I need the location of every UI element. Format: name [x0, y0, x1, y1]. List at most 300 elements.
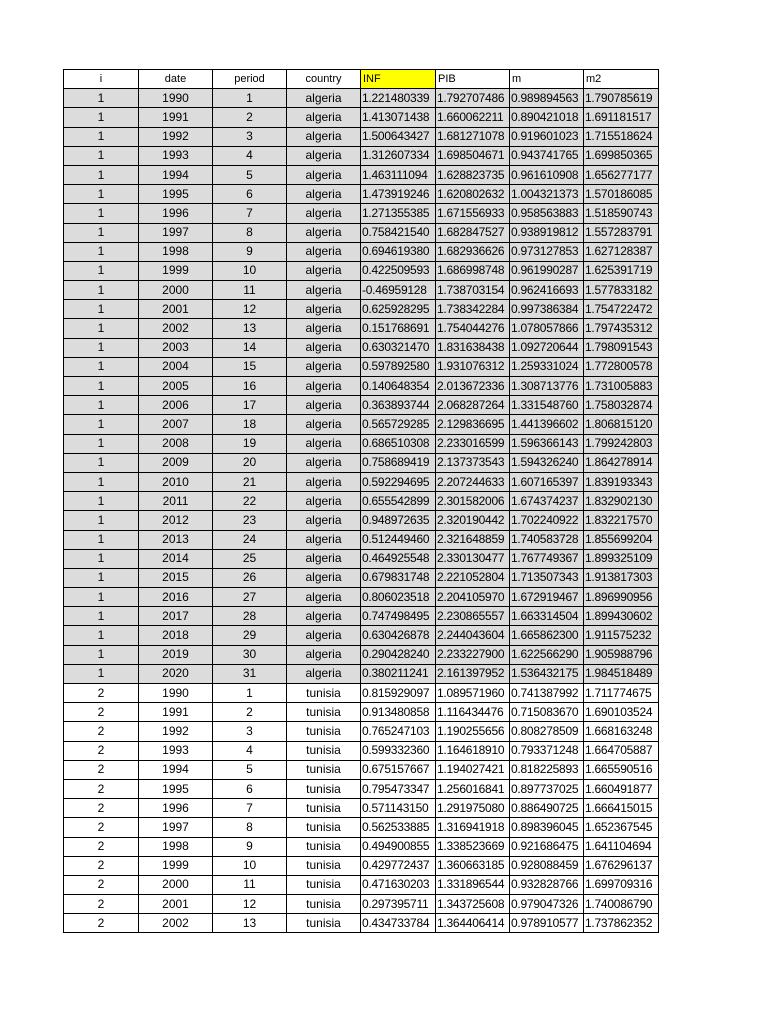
- cell-country[interactable]: algeria: [287, 242, 361, 261]
- cell-m2[interactable]: 1.570186085: [584, 185, 659, 204]
- table-row[interactable]: [64, 530, 659, 549]
- cell-period[interactable]: 23: [213, 511, 287, 530]
- table-row[interactable]: [64, 396, 659, 415]
- cell-inf[interactable]: 0.571143150: [361, 799, 436, 818]
- cell-pib[interactable]: 2.330130477: [436, 549, 510, 568]
- cell-pib[interactable]: 1.316941918: [436, 818, 510, 837]
- cell-date[interactable]: 1992: [139, 127, 213, 146]
- cell-inf[interactable]: 1.473919246: [361, 185, 436, 204]
- table-row[interactable]: [64, 549, 659, 568]
- cell-i[interactable]: 1: [64, 492, 139, 511]
- cell-i[interactable]: 1: [64, 357, 139, 376]
- cell-date[interactable]: 1997: [139, 818, 213, 837]
- cell-inf[interactable]: 0.464925548: [361, 549, 436, 568]
- cell-m[interactable]: 0.997386384: [510, 300, 584, 319]
- cell-period[interactable]: 19: [213, 434, 287, 453]
- cell-m2[interactable]: 1.806815120: [584, 415, 659, 434]
- cell-i[interactable]: 1: [64, 664, 139, 683]
- cell-m[interactable]: 1.665862300: [510, 626, 584, 645]
- table-row[interactable]: [64, 856, 659, 875]
- table-row[interactable]: [64, 300, 659, 319]
- cell-pib[interactable]: 1.792707486: [436, 89, 510, 108]
- cell-pib[interactable]: 1.331896544: [436, 875, 510, 894]
- cell-i[interactable]: 2: [64, 760, 139, 779]
- cell-m[interactable]: 1.259331024: [510, 357, 584, 376]
- table-row[interactable]: [64, 607, 659, 626]
- table-row[interactable]: [64, 703, 659, 722]
- cell-period[interactable]: 8: [213, 223, 287, 242]
- cell-date[interactable]: 1994: [139, 760, 213, 779]
- cell-country[interactable]: algeria: [287, 472, 361, 491]
- cell-i[interactable]: 2: [64, 837, 139, 856]
- cell-i[interactable]: 1: [64, 165, 139, 184]
- table-row[interactable]: [64, 779, 659, 798]
- cell-m[interactable]: 0.962416693: [510, 281, 584, 300]
- cell-i[interactable]: 1: [64, 568, 139, 587]
- cell-date[interactable]: 1998: [139, 837, 213, 856]
- cell-date[interactable]: 1990: [139, 684, 213, 703]
- cell-country[interactable]: tunisia: [287, 684, 361, 703]
- cell-i[interactable]: 1: [64, 185, 139, 204]
- cell-i[interactable]: 2: [64, 895, 139, 914]
- cell-pib[interactable]: 2.137373543: [436, 453, 510, 472]
- cell-country[interactable]: algeria: [287, 127, 361, 146]
- cell-date[interactable]: 2007: [139, 415, 213, 434]
- cell-date[interactable]: 1994: [139, 165, 213, 184]
- cell-date[interactable]: 1991: [139, 108, 213, 127]
- cell-m[interactable]: 0.961990287: [510, 261, 584, 280]
- cell-inf[interactable]: 0.630321470: [361, 338, 436, 357]
- cell-country[interactable]: algeria: [287, 588, 361, 607]
- cell-i[interactable]: 1: [64, 530, 139, 549]
- cell-country[interactable]: algeria: [287, 185, 361, 204]
- cell-inf[interactable]: 0.679831748: [361, 568, 436, 587]
- cell-m[interactable]: 0.886490725: [510, 799, 584, 818]
- table-row[interactable]: [64, 875, 659, 894]
- cell-pib[interactable]: 2.221052804: [436, 568, 510, 587]
- cell-date[interactable]: 1996: [139, 204, 213, 223]
- cell-m[interactable]: 0.890421018: [510, 108, 584, 127]
- cell-period[interactable]: 2: [213, 703, 287, 722]
- cell-pib[interactable]: 1.738342284: [436, 300, 510, 319]
- table-row[interactable]: [64, 492, 659, 511]
- table-row[interactable]: [64, 261, 659, 280]
- cell-country[interactable]: tunisia: [287, 914, 361, 933]
- cell-country[interactable]: algeria: [287, 453, 361, 472]
- cell-date[interactable]: 2019: [139, 645, 213, 664]
- cell-inf[interactable]: 0.625928295: [361, 300, 436, 319]
- cell-date[interactable]: 2015: [139, 568, 213, 587]
- cell-m[interactable]: 0.932828766: [510, 875, 584, 894]
- cell-m[interactable]: 0.928088459: [510, 856, 584, 875]
- cell-i[interactable]: 1: [64, 396, 139, 415]
- cell-m2[interactable]: 1.666415015: [584, 799, 659, 818]
- cell-inf[interactable]: 0.297395711: [361, 895, 436, 914]
- cell-i[interactable]: 1: [64, 261, 139, 280]
- cell-inf[interactable]: 0.140648354: [361, 377, 436, 396]
- cell-m2[interactable]: 1.656277177: [584, 165, 659, 184]
- cell-i[interactable]: 2: [64, 914, 139, 933]
- cell-country[interactable]: algeria: [287, 319, 361, 338]
- table-row[interactable]: [64, 722, 659, 741]
- cell-date[interactable]: 1998: [139, 242, 213, 261]
- cell-m2[interactable]: 1.899325109: [584, 549, 659, 568]
- cell-period[interactable]: 6: [213, 779, 287, 798]
- cell-m[interactable]: 0.898396045: [510, 818, 584, 837]
- table-row[interactable]: [64, 914, 659, 933]
- cell-i[interactable]: 1: [64, 415, 139, 434]
- cell-date[interactable]: 2002: [139, 319, 213, 338]
- cell-country[interactable]: algeria: [287, 338, 361, 357]
- cell-i[interactable]: 2: [64, 799, 139, 818]
- cell-country[interactable]: algeria: [287, 89, 361, 108]
- cell-m[interactable]: 1.622566290: [510, 645, 584, 664]
- cell-inf[interactable]: 1.413071438: [361, 108, 436, 127]
- cell-inf[interactable]: 0.471630203: [361, 875, 436, 894]
- cell-pib[interactable]: 2.244043604: [436, 626, 510, 645]
- cell-i[interactable]: 2: [64, 741, 139, 760]
- cell-period[interactable]: 24: [213, 530, 287, 549]
- cell-period[interactable]: 31: [213, 664, 287, 683]
- cell-pib[interactable]: 2.013672336: [436, 377, 510, 396]
- cell-country[interactable]: algeria: [287, 530, 361, 549]
- cell-inf[interactable]: 0.494900855: [361, 837, 436, 856]
- cell-period[interactable]: 12: [213, 300, 287, 319]
- cell-i[interactable]: 2: [64, 875, 139, 894]
- cell-i[interactable]: 2: [64, 703, 139, 722]
- cell-date[interactable]: 2001: [139, 895, 213, 914]
- cell-period[interactable]: 18: [213, 415, 287, 434]
- cell-m[interactable]: 0.973127853: [510, 242, 584, 261]
- cell-inf[interactable]: 0.806023518: [361, 588, 436, 607]
- cell-pib[interactable]: 2.161397952: [436, 664, 510, 683]
- cell-m[interactable]: 0.741387992: [510, 684, 584, 703]
- table-row[interactable]: [64, 357, 659, 376]
- cell-country[interactable]: algeria: [287, 645, 361, 664]
- table-row[interactable]: [64, 837, 659, 856]
- cell-m2[interactable]: 1.864278914: [584, 453, 659, 472]
- cell-inf[interactable]: 0.429772437: [361, 856, 436, 875]
- cell-period[interactable]: 7: [213, 204, 287, 223]
- cell-inf[interactable]: 1.271355385: [361, 204, 436, 223]
- cell-period[interactable]: 11: [213, 281, 287, 300]
- table-row[interactable]: [64, 511, 659, 530]
- cell-inf[interactable]: 0.290428240: [361, 645, 436, 664]
- cell-i[interactable]: 1: [64, 204, 139, 223]
- table-row[interactable]: [64, 568, 659, 587]
- cell-i[interactable]: 1: [64, 626, 139, 645]
- cell-i[interactable]: 1: [64, 281, 139, 300]
- cell-m2[interactable]: 1.699709316: [584, 875, 659, 894]
- table-row[interactable]: [64, 895, 659, 914]
- cell-date[interactable]: 2004: [139, 357, 213, 376]
- cell-period[interactable]: 10: [213, 856, 287, 875]
- table-row[interactable]: [64, 741, 659, 760]
- cell-inf[interactable]: 1.500643427: [361, 127, 436, 146]
- cell-i[interactable]: 1: [64, 549, 139, 568]
- cell-i[interactable]: 2: [64, 856, 139, 875]
- cell-date[interactable]: 1996: [139, 799, 213, 818]
- cell-m[interactable]: 0.961610908: [510, 165, 584, 184]
- table-row[interactable]: [64, 165, 659, 184]
- cell-m[interactable]: 1.702240922: [510, 511, 584, 530]
- cell-country[interactable]: algeria: [287, 261, 361, 280]
- cell-i[interactable]: 1: [64, 607, 139, 626]
- cell-m2[interactable]: 1.676296137: [584, 856, 659, 875]
- cell-date[interactable]: 2009: [139, 453, 213, 472]
- cell-pib[interactable]: 1.682936626: [436, 242, 510, 261]
- cell-m2[interactable]: 1.660491877: [584, 779, 659, 798]
- cell-m2[interactable]: 1.731005883: [584, 377, 659, 396]
- cell-pib[interactable]: 2.320190442: [436, 511, 510, 530]
- cell-pib[interactable]: 1.754044276: [436, 319, 510, 338]
- cell-date[interactable]: 2006: [139, 396, 213, 415]
- cell-m2[interactable]: 1.664705887: [584, 741, 659, 760]
- cell-i[interactable]: 1: [64, 645, 139, 664]
- cell-pib[interactable]: 1.343725608: [436, 895, 510, 914]
- table-row[interactable]: [64, 645, 659, 664]
- cell-i[interactable]: 1: [64, 511, 139, 530]
- cell-m2[interactable]: 1.641104694: [584, 837, 659, 856]
- cell-period[interactable]: 4: [213, 146, 287, 165]
- cell-inf[interactable]: 0.151768691: [361, 319, 436, 338]
- cell-date[interactable]: 2016: [139, 588, 213, 607]
- cell-inf[interactable]: 0.363893744: [361, 396, 436, 415]
- cell-pib[interactable]: 2.233227900: [436, 645, 510, 664]
- table-row[interactable]: [64, 377, 659, 396]
- cell-m[interactable]: 0.897737025: [510, 779, 584, 798]
- cell-period[interactable]: 9: [213, 242, 287, 261]
- table-row[interactable]: [64, 818, 659, 837]
- cell-m[interactable]: 0.979047326: [510, 895, 584, 914]
- cell-period[interactable]: 27: [213, 588, 287, 607]
- cell-m[interactable]: 1.331548760: [510, 396, 584, 415]
- cell-m2[interactable]: 1.797435312: [584, 319, 659, 338]
- cell-period[interactable]: 12: [213, 895, 287, 914]
- table-row[interactable]: [64, 799, 659, 818]
- cell-inf[interactable]: 1.312607334: [361, 146, 436, 165]
- cell-m2[interactable]: 1.625391719: [584, 261, 659, 280]
- cell-pib[interactable]: 2.207244633: [436, 472, 510, 491]
- cell-m2[interactable]: 1.984518489: [584, 664, 659, 683]
- cell-period[interactable]: 13: [213, 319, 287, 338]
- cell-i[interactable]: 1: [64, 319, 139, 338]
- cell-pib[interactable]: 2.301582006: [436, 492, 510, 511]
- cell-m2[interactable]: 1.668163248: [584, 722, 659, 741]
- cell-inf[interactable]: 0.765247103: [361, 722, 436, 741]
- cell-pib[interactable]: 1.338523669: [436, 837, 510, 856]
- cell-m[interactable]: 0.921686475: [510, 837, 584, 856]
- cell-m2[interactable]: 1.799242803: [584, 434, 659, 453]
- cell-inf[interactable]: 0.747498495: [361, 607, 436, 626]
- cell-inf[interactable]: 0.948972635: [361, 511, 436, 530]
- cell-date[interactable]: 1991: [139, 703, 213, 722]
- cell-country[interactable]: algeria: [287, 281, 361, 300]
- cell-i[interactable]: 1: [64, 223, 139, 242]
- column-header-pib[interactable]: PIB: [436, 70, 510, 89]
- table-row[interactable]: [64, 223, 659, 242]
- cell-pib[interactable]: 1.682847527: [436, 223, 510, 242]
- column-header-i[interactable]: i: [64, 70, 139, 89]
- cell-pib[interactable]: 1.698504671: [436, 146, 510, 165]
- cell-m[interactable]: 0.818225893: [510, 760, 584, 779]
- cell-m2[interactable]: 1.557283791: [584, 223, 659, 242]
- cell-country[interactable]: algeria: [287, 664, 361, 683]
- cell-pib[interactable]: 1.660062211: [436, 108, 510, 127]
- cell-country[interactable]: tunisia: [287, 875, 361, 894]
- cell-country[interactable]: algeria: [287, 415, 361, 434]
- cell-country[interactable]: tunisia: [287, 895, 361, 914]
- cell-date[interactable]: 2003: [139, 338, 213, 357]
- cell-date[interactable]: 2010: [139, 472, 213, 491]
- cell-m2[interactable]: 1.518590743: [584, 204, 659, 223]
- cell-inf[interactable]: 1.463111094: [361, 165, 436, 184]
- cell-country[interactable]: tunisia: [287, 799, 361, 818]
- cell-country[interactable]: tunisia: [287, 703, 361, 722]
- column-header-m[interactable]: m: [510, 70, 584, 89]
- cell-pib[interactable]: 1.686998748: [436, 261, 510, 280]
- cell-m2[interactable]: 1.855699204: [584, 530, 659, 549]
- cell-m2[interactable]: 1.652367545: [584, 818, 659, 837]
- cell-pib[interactable]: 1.164618910: [436, 741, 510, 760]
- cell-country[interactable]: algeria: [287, 396, 361, 415]
- cell-m[interactable]: 1.441396602: [510, 415, 584, 434]
- cell-m2[interactable]: 1.839193343: [584, 472, 659, 491]
- cell-country[interactable]: algeria: [287, 607, 361, 626]
- cell-inf[interactable]: 0.758421540: [361, 223, 436, 242]
- cell-pib[interactable]: 1.364406414: [436, 914, 510, 933]
- cell-inf[interactable]: 0.913480858: [361, 703, 436, 722]
- cell-date[interactable]: 1993: [139, 146, 213, 165]
- cell-country[interactable]: tunisia: [287, 741, 361, 760]
- cell-country[interactable]: tunisia: [287, 760, 361, 779]
- cell-date[interactable]: 2005: [139, 377, 213, 396]
- table-row[interactable]: [64, 204, 659, 223]
- cell-inf[interactable]: 0.565729285: [361, 415, 436, 434]
- cell-m[interactable]: 1.674374237: [510, 492, 584, 511]
- cell-m2[interactable]: 1.832217570: [584, 511, 659, 530]
- cell-period[interactable]: 5: [213, 760, 287, 779]
- table-row[interactable]: [64, 281, 659, 300]
- cell-m2[interactable]: 1.754722472: [584, 300, 659, 319]
- cell-period[interactable]: 8: [213, 818, 287, 837]
- cell-m[interactable]: 0.715083670: [510, 703, 584, 722]
- cell-pib[interactable]: 2.204105970: [436, 588, 510, 607]
- cell-m2[interactable]: 1.699850365: [584, 146, 659, 165]
- cell-period[interactable]: 21: [213, 472, 287, 491]
- table-row[interactable]: [64, 185, 659, 204]
- cell-i[interactable]: 1: [64, 242, 139, 261]
- cell-m2[interactable]: 1.665590516: [584, 760, 659, 779]
- cell-m[interactable]: 1.308713776: [510, 377, 584, 396]
- cell-m[interactable]: 0.793371248: [510, 741, 584, 760]
- cell-m[interactable]: 1.607165397: [510, 472, 584, 491]
- cell-period[interactable]: 4: [213, 741, 287, 760]
- table-row[interactable]: [64, 453, 659, 472]
- cell-m[interactable]: 1.663314504: [510, 607, 584, 626]
- cell-date[interactable]: 2000: [139, 875, 213, 894]
- cell-date[interactable]: 2020: [139, 664, 213, 683]
- column-header-date[interactable]: date: [139, 70, 213, 89]
- cell-country[interactable]: algeria: [287, 434, 361, 453]
- cell-period[interactable]: 29: [213, 626, 287, 645]
- cell-period[interactable]: 10: [213, 261, 287, 280]
- cell-inf[interactable]: 1.221480339: [361, 89, 436, 108]
- cell-country[interactable]: tunisia: [287, 779, 361, 798]
- cell-period[interactable]: 3: [213, 127, 287, 146]
- cell-m2[interactable]: 1.740086790: [584, 895, 659, 914]
- table-row[interactable]: [64, 242, 659, 261]
- cell-i[interactable]: 2: [64, 722, 139, 741]
- cell-country[interactable]: algeria: [287, 568, 361, 587]
- cell-i[interactable]: 1: [64, 89, 139, 108]
- cell-pib[interactable]: 2.068287264: [436, 396, 510, 415]
- cell-m2[interactable]: 1.913817303: [584, 568, 659, 587]
- cell-country[interactable]: tunisia: [287, 856, 361, 875]
- cell-i[interactable]: 1: [64, 146, 139, 165]
- cell-m[interactable]: 1.672919467: [510, 588, 584, 607]
- cell-inf[interactable]: 0.694619380: [361, 242, 436, 261]
- cell-i[interactable]: 1: [64, 338, 139, 357]
- cell-period[interactable]: 30: [213, 645, 287, 664]
- cell-inf[interactable]: -0.46959128: [361, 281, 436, 300]
- cell-date[interactable]: 1995: [139, 779, 213, 798]
- cell-pib[interactable]: 1.360663185: [436, 856, 510, 875]
- cell-period[interactable]: 9: [213, 837, 287, 856]
- cell-date[interactable]: 2008: [139, 434, 213, 453]
- table-row[interactable]: [64, 472, 659, 491]
- cell-m[interactable]: 1.536432175: [510, 664, 584, 683]
- cell-date[interactable]: 2014: [139, 549, 213, 568]
- cell-m[interactable]: 0.808278509: [510, 722, 584, 741]
- table-row[interactable]: [64, 415, 659, 434]
- cell-pib[interactable]: 2.129836695: [436, 415, 510, 434]
- cell-inf[interactable]: 0.675157667: [361, 760, 436, 779]
- cell-inf[interactable]: 0.562533885: [361, 818, 436, 837]
- column-header-country[interactable]: country: [287, 70, 361, 89]
- cell-country[interactable]: tunisia: [287, 837, 361, 856]
- cell-m2[interactable]: 1.691181517: [584, 108, 659, 127]
- table-row[interactable]: [64, 319, 659, 338]
- cell-m2[interactable]: 1.896990956: [584, 588, 659, 607]
- cell-period[interactable]: 3: [213, 722, 287, 741]
- cell-inf[interactable]: 0.630426878: [361, 626, 436, 645]
- cell-m[interactable]: 1.740583728: [510, 530, 584, 549]
- cell-inf[interactable]: 0.758689419: [361, 453, 436, 472]
- cell-m[interactable]: 0.938919812: [510, 223, 584, 242]
- cell-m[interactable]: 1.092720644: [510, 338, 584, 357]
- cell-m2[interactable]: 1.911575232: [584, 626, 659, 645]
- cell-pib[interactable]: 2.230865557: [436, 607, 510, 626]
- cell-country[interactable]: tunisia: [287, 818, 361, 837]
- cell-m[interactable]: 1.078057866: [510, 319, 584, 338]
- cell-i[interactable]: 1: [64, 127, 139, 146]
- cell-pib[interactable]: 1.931076312: [436, 357, 510, 376]
- cell-date[interactable]: 1995: [139, 185, 213, 204]
- table-row[interactable]: [64, 89, 659, 108]
- cell-inf[interactable]: 0.380211241: [361, 664, 436, 683]
- cell-date[interactable]: 2013: [139, 530, 213, 549]
- cell-i[interactable]: 2: [64, 779, 139, 798]
- cell-m2[interactable]: 1.627128387: [584, 242, 659, 261]
- cell-m2[interactable]: 1.737862352: [584, 914, 659, 933]
- cell-i[interactable]: 1: [64, 108, 139, 127]
- cell-pib[interactable]: 1.256016841: [436, 779, 510, 798]
- cell-date[interactable]: 2017: [139, 607, 213, 626]
- table-row[interactable]: [64, 146, 659, 165]
- cell-inf[interactable]: 0.434733784: [361, 914, 436, 933]
- cell-m[interactable]: 1.594326240: [510, 453, 584, 472]
